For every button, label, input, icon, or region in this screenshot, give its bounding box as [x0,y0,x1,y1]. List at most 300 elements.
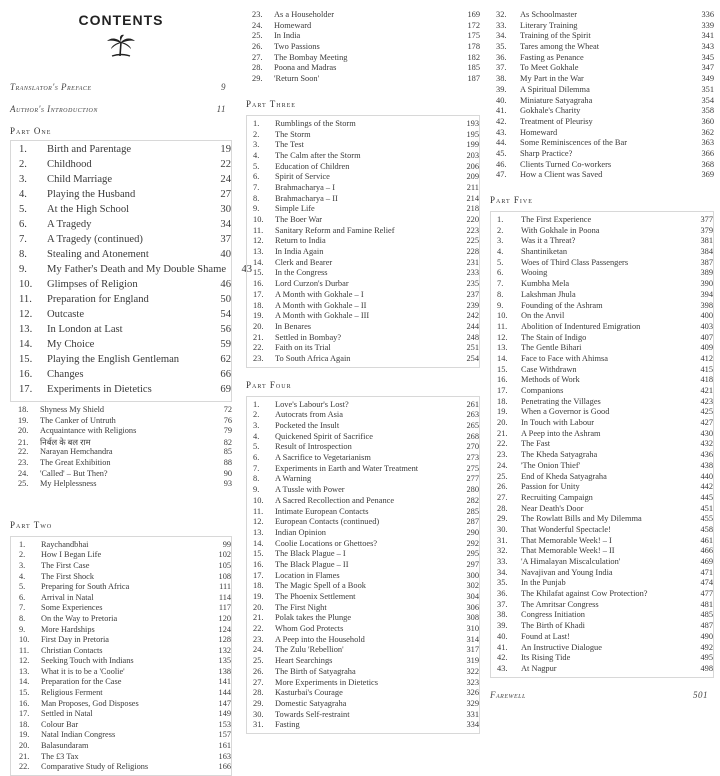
farewell-page: 501 [693,689,708,700]
chapter-page: 144 [218,688,231,698]
chapter-title: The Canker of Untruth [40,415,116,425]
chapter-number: 3. [19,174,27,185]
chapter-row [247,354,479,365]
chapter-title: 'Return Soon' [274,74,320,84]
chapter-page: 331 [466,709,479,719]
chapter-row [247,432,479,443]
chapter-row [247,194,479,205]
chapter-row [491,236,713,247]
chapter-number: 25. [18,479,29,489]
chapter-row [11,234,231,249]
chapter-row [491,450,713,461]
chapter-page: 466 [700,546,713,556]
chapter-row [246,42,480,53]
chapter-number: 26. [252,42,263,52]
chapter-row [10,469,232,480]
chapter-title: Balasundaram [41,741,89,751]
chapter-number: 21. [253,332,264,342]
chapter-page: 381 [700,236,713,246]
chapter-page: 421 [700,386,713,395]
chapter-page: 22 [220,159,231,170]
chapter-number: 31. [497,535,508,545]
chapter-title: As a Householder [274,10,335,19]
chapter-page: 427 [700,418,713,428]
chapter-number: 20. [19,741,30,751]
chapter-title: Fasting as Penance [520,52,584,62]
part-three-heading: Part Three [246,98,296,109]
chapter-number: 46. [496,159,507,169]
chapter-number: 16. [253,559,264,569]
chapter-number: 7. [497,279,504,289]
chapter-title: The Birth of Satyagraha [275,666,356,676]
chapter-title: That Memorable Week! – I [521,535,612,545]
chapter-page: 287 [466,517,479,527]
chapter-page: 326 [466,688,479,698]
chapter-row [247,279,479,290]
chapter-page: 223 [466,225,479,235]
chapter-page: 354 [701,95,714,105]
chapter-row [247,507,479,518]
chapter-row [491,493,713,504]
chapter-number: 38. [496,74,507,84]
chapter-number: 6. [253,172,260,182]
chapter-number: 7. [19,603,26,613]
chapter-title: Spirit of Service [275,172,330,182]
chapter-page: 93 [223,479,232,489]
chapter-row [247,410,479,421]
chapter-page: 474 [700,578,713,588]
chapter-row [247,215,479,226]
chapter-page: 285 [466,506,479,516]
chapter-page: 175 [467,31,480,41]
chapter-page: 82 [223,437,232,447]
chapter-row [247,688,479,699]
chapter-number: 17. [497,386,508,395]
chapter-row [247,301,479,312]
chapter-page: 490 [700,631,713,641]
chapter-row [490,170,714,181]
front-matter-page: 11 [216,104,226,114]
chapter-title: Kumbha Mela [521,279,570,289]
chapter-page: 379 [700,225,713,235]
chapter-title: The Bombay Meeting [274,52,348,62]
part-three-list [246,115,480,368]
chapter-row [247,204,479,215]
chapter-row [490,21,714,32]
chapter-page: 206 [466,161,479,171]
chapter-title: Childhood [47,159,92,170]
chapter-number: 34. [497,567,508,577]
chapter-title: In India [274,31,301,41]
chapter-title: The Stain of Indigo [521,332,587,342]
chapter-title: Training of the Spirit [520,31,591,41]
chapter-number: 28. [252,63,263,73]
chapter-page: 102 [218,550,231,560]
chapter-number: 12. [253,236,264,246]
chapter-page: 297 [466,559,479,569]
chapter-number: 11. [253,225,264,235]
front-matter-label: Author's Introduction [10,104,98,114]
chapter-number: 35. [496,42,507,52]
chapter-page: 432 [700,439,713,449]
chapter-number: 29. [252,74,263,84]
chapter-title: The First Experience [521,215,592,224]
chapter-number: 13. [253,527,264,537]
chapter-number: 9. [253,204,260,214]
chapter-title: To South Africa Again [275,353,351,363]
chapter-title: Fasting [275,720,300,730]
chapter-page: 275 [466,463,479,473]
chapter-page: 169 [467,10,480,19]
chapter-page: 231 [466,257,479,267]
chapter-title: The Phoenix Settlement [275,592,356,601]
part-five-heading: Part Five [490,195,533,205]
chapter-title: Comparative Study of Religions [41,762,149,772]
chapter-number: 2. [19,550,26,560]
chapter-number: 34. [496,31,507,41]
chapter-page: 242 [466,311,479,321]
chapter-title: Abolition of Indentured Emigration [521,321,641,331]
chapter-page: 349 [701,74,714,84]
chapter-page: 251 [466,343,479,353]
chapter-number: 19. [253,311,264,321]
chapter-title: A Peep into the Ashram [521,428,601,438]
chapter-number: 25. [252,31,263,41]
chapter-number: 11. [19,294,32,305]
chapter-page: 469 [700,557,713,566]
chapter-page: 88 [223,457,232,467]
column-2 [246,0,480,734]
part-four-list [246,396,480,734]
chapter-row [246,10,480,21]
chapter-title: How I Began Life [41,550,102,560]
chapter-row [247,322,479,333]
chapter-number: 11. [19,645,30,655]
chapter-row [10,426,232,437]
chapter-row [247,613,479,624]
chapter-title: Stealing and Atonement [47,249,149,260]
chapter-row [11,614,231,625]
chapter-page: 37 [220,234,231,245]
chapter-row [11,354,231,369]
chapter-row [247,528,479,539]
palm-tree-icon [104,34,138,58]
chapter-number: 20. [497,418,508,428]
chapter-number: 12. [19,656,30,666]
chapter-page: 124 [218,624,231,634]
chapter-number: 16. [19,698,30,708]
chapter-page: 477 [700,589,713,599]
chapter-page: 261 [466,399,479,409]
chapter-title: 'The Onion Thief' [521,460,581,470]
chapter-row [11,603,231,614]
chapter-row [491,525,713,536]
chapter-number: 32. [496,10,507,19]
chapter-row [11,384,231,399]
chapter-title: Treatment of Pleurisy [520,116,593,126]
chapter-page: 66 [220,369,231,380]
part-four-heading: Part Four [246,379,292,390]
chapter-page: 203 [466,150,479,160]
chapter-page: 302 [466,581,479,591]
chapter-number: 33. [496,20,507,30]
chapter-page: 358 [701,106,714,116]
chapter-number: 27. [253,677,264,687]
chapter-number: 35. [497,578,508,588]
chapter-number: 4. [19,571,26,581]
chapter-number: 7. [253,463,260,473]
chapter-number: 5. [19,582,26,592]
chapter-title: 'A Himalayan Miscalculation' [521,557,621,566]
chapter-title: Experiments in Dietetics [47,384,152,395]
chapter-row [247,290,479,301]
chapter-title: European Contacts (continued) [275,517,380,527]
chapter-row [247,343,479,354]
chapter-title: Location in Flames [275,570,340,580]
chapter-row [247,442,479,453]
chapter-row [491,439,713,450]
chapter-number: 32. [497,546,508,556]
chapter-number: 20. [253,321,264,331]
chapter-row [11,667,231,678]
chapter-number: 10. [253,495,264,505]
chapter-title: The Amritsar Congress [521,599,599,609]
chapter-number: 43. [496,127,507,137]
chapter-number: 41. [496,106,507,116]
column-1 [10,0,253,776]
chapter-title: Some Reminiscences of the Bar [520,138,627,148]
chapter-number: 37. [496,63,507,73]
chapter-row [491,226,713,237]
chapter-page: 317 [466,645,479,655]
chapter-title: The Gentle Bihari [521,343,582,353]
chapter-title: A Warning [275,474,312,484]
chapter-row [247,603,479,614]
chapter-row [491,279,713,290]
chapter-number: 21. [19,751,30,761]
chapter-row [491,418,713,429]
chapter-title: Education of Children [275,161,350,171]
chapter-title: Passion for Unity [521,482,580,492]
chapter-row [490,128,714,139]
chapter-title: When a Governor is Good [521,407,610,417]
chapter-row [11,219,231,234]
chapter-title: Case Withdrawn [521,364,577,374]
chapter-title: With Gokhale in Poona [521,225,600,235]
chapter-page: 351 [701,84,714,94]
chapter-title: That Memorable Week! – II [521,546,615,556]
chapter-title: To Meet Gokhale [520,63,579,73]
chapter-row [11,324,231,339]
chapter-page: 248 [466,332,479,342]
chapter-row [11,159,231,174]
chapter-row [11,730,231,741]
chapter-title: My Choice [47,339,95,350]
chapter-title: At Nagpur [521,663,557,673]
chapter-row [247,421,479,432]
chapter-title: Two Passions [274,42,320,52]
chapter-page: 369 [701,170,714,180]
chapter-title: Autocrats from Asia [275,410,343,420]
chapter-title: Experiments in Earth and Water Treatment [275,463,419,473]
chapter-number: 30. [253,709,264,719]
chapter-page: 268 [466,431,479,441]
chapter-page: 319 [466,656,479,666]
chapter-title: Acquaintance with Religions [40,426,137,436]
chapter-row [491,429,713,440]
chapter-title: A Month with Gokhale – II [275,300,367,310]
chapter-page: 336 [701,10,714,19]
chapter-number: 15. [19,354,33,365]
chapter-page: 153 [218,719,231,729]
chapter-title: Some Experiences [41,603,103,613]
chapter-number: 24. [497,460,508,470]
chapter-title: More Hardships [41,624,95,634]
chapter-number: 3. [19,560,26,570]
chapter-page: 178 [467,42,480,52]
chapter-title: At the High School [47,204,130,215]
chapter-page: 290 [466,527,479,537]
chapter-row [491,322,713,333]
chapter-page: 280 [466,485,479,495]
chapter-title: Love's Labour's Lost? [275,399,349,409]
front-matter-page: 9 [221,82,226,92]
farewell-entry [490,690,714,700]
chapter-row [247,549,479,560]
chapter-page: 105 [218,560,231,570]
chapter-title: A Month with Gokhale – I [275,289,364,299]
chapter-row [491,482,713,493]
chapter-page: 99 [222,539,231,549]
chapter-number: 2. [19,159,27,170]
chapter-number: 5. [253,442,260,452]
chapter-number: 14. [253,257,264,267]
chapter-number: 41. [497,642,508,652]
chapter-page: 384 [700,247,713,257]
chapter-row [10,479,232,490]
chapter-number: 4. [253,150,260,160]
chapter-number: 14. [19,677,30,687]
chapter-row [246,63,480,74]
chapter-page: 265 [466,421,479,430]
chapter-page: 304 [466,592,479,601]
chapter-number: 43. [497,663,508,673]
chapter-title: On the Way to Pretoria [41,613,118,623]
chapter-page: 30 [220,204,231,215]
chapter-row [491,311,713,322]
front-matter-item [10,82,232,92]
chapter-row [247,656,479,667]
chapter-page: 308 [466,613,479,623]
chapter-row [247,571,479,582]
chapter-row [491,215,713,226]
chapter-row [490,106,714,117]
column-3 [490,0,714,700]
chapter-row [247,183,479,194]
chapter-number: 25. [497,471,508,481]
chapter-number: 16. [253,279,264,289]
chapter-page: 481 [700,599,713,609]
chapter-row [247,592,479,603]
chapter-number: 4. [19,189,27,200]
chapter-row [491,333,713,344]
chapter-title: Lord Curzon's Durbar [275,279,349,289]
chapter-row [11,294,231,309]
chapter-row [11,369,231,384]
chapter-number: 15. [19,688,30,698]
chapter-title: Clerk and Bearer [275,257,333,267]
chapter-number: 4. [253,431,260,441]
chapter-number: 5. [19,204,27,215]
chapter-title: In India Again [275,247,324,257]
chapter-row [11,572,231,583]
chapter-number: 31. [253,720,264,730]
chapter-title: 'Called' – But Then? [40,468,108,478]
chapter-page: 360 [701,116,714,126]
chapter-page: 389 [700,268,713,278]
farewell-label: Farewell [490,689,526,700]
chapter-number: 19. [497,407,508,417]
chapter-row [247,247,479,258]
chapter-title: The Kheda Satyagraha [521,450,598,460]
chapter-title: More Experiments in Dietetics [275,677,379,687]
chapter-page: 339 [701,20,714,30]
chapter-page: 322 [466,666,479,676]
chapter-page: 147 [218,698,231,708]
chapter-title: निर्बल के बल राम [40,437,91,447]
chapter-title: Clients Turned Co-workers [520,159,612,169]
chapter-page: 377 [700,215,713,224]
chapter-number: 10. [253,215,264,224]
chapter-page: 193 [466,118,479,128]
chapter-number: 44. [496,138,507,148]
chapter-title: Seeking Touch with Indians [41,656,134,666]
chapter-page: 120 [218,613,231,623]
chapter-page: 306 [466,602,479,612]
chapter-number: 17. [19,384,33,395]
chapter-title: Settled in Bombay? [275,332,342,342]
chapter-title: Its Rising Tide [521,653,571,663]
chapter-row [247,645,479,656]
chapter-row [491,600,713,611]
chapter-page: 487 [700,621,713,631]
chapter-title: What it is to be a 'Coolie' [41,666,125,676]
chapter-page: 172 [467,20,480,30]
chapter-row [246,21,480,32]
chapter-title: Simple Life [275,204,315,214]
chapter-page: 398 [700,300,713,310]
chapter-title: The Storm [275,129,311,139]
chapter-page: 195 [466,129,479,139]
chapter-page: 329 [466,698,479,708]
chapter-title: Recruiting Campaign [521,492,593,502]
chapter-row [490,138,714,149]
chapter-row [491,247,713,258]
chapter-title: Glimpses of Religion [47,279,138,290]
chapter-row [491,621,713,632]
chapter-page: 430 [700,428,713,438]
chapter-page: 50 [220,294,231,305]
chapter-number: 10. [497,311,508,321]
chapter-row [10,416,232,427]
chapter-row [491,643,713,654]
chapter-row [247,699,479,710]
chapter-page: 345 [701,52,714,62]
chapter-number: 14. [253,538,264,548]
chapter-row [247,268,479,279]
chapter-title: A Spiritual Dilemma [520,84,590,94]
chapter-page: 455 [700,514,713,524]
